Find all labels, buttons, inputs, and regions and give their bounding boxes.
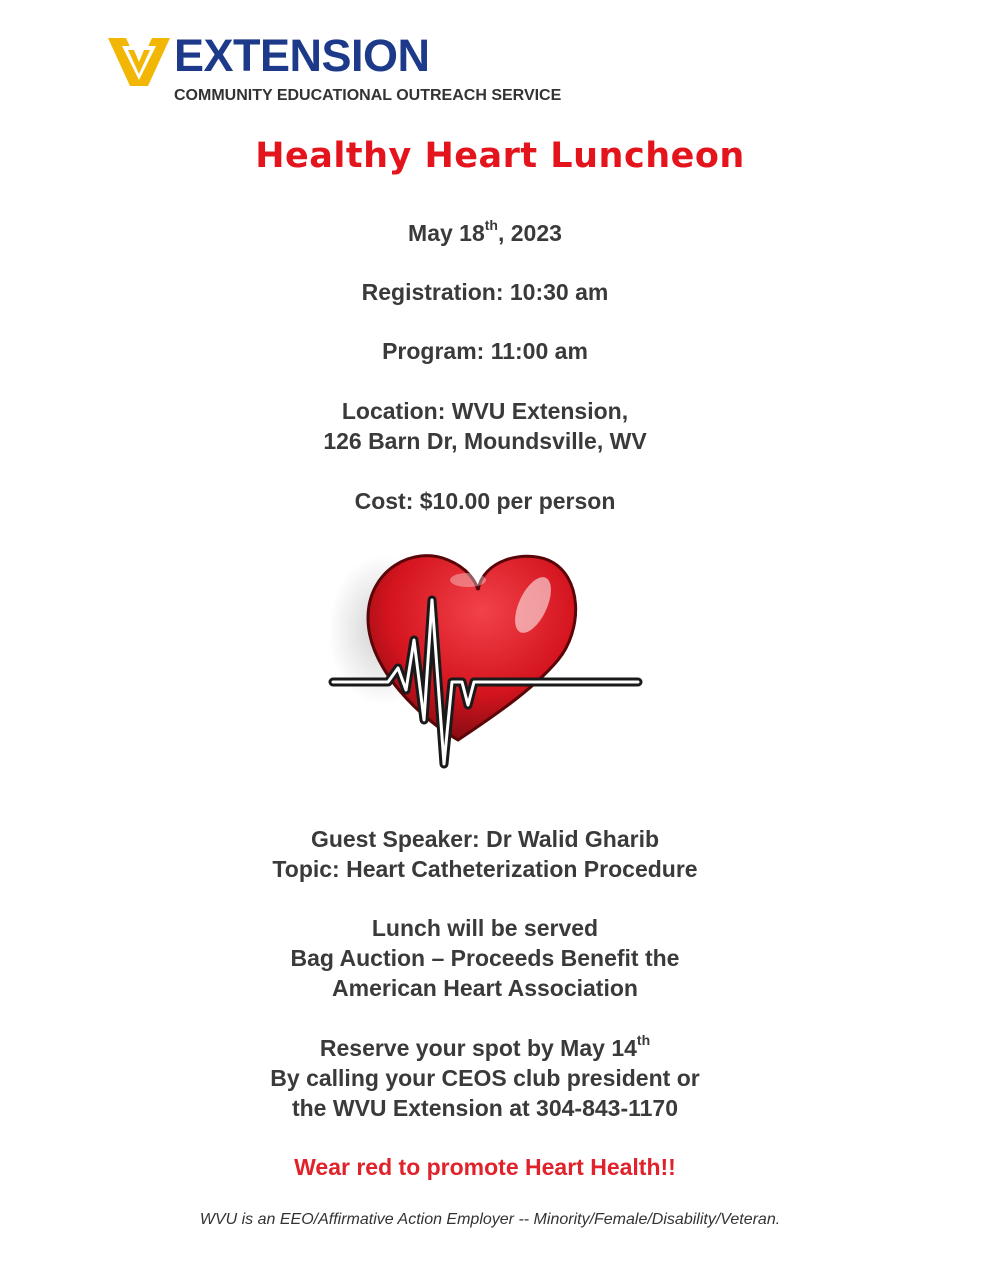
reserve-line: Reserve your spot by May 14th [319, 1032, 651, 1061]
cost: Cost: $10.00 per person [354, 488, 616, 514]
guest-speaker: Guest Speaker: Dr Walid Gharib [310, 826, 660, 852]
auction-line-1: Bag Auction – Proceeds Benefit the [290, 945, 680, 971]
event-title: Healthy Heart Luncheon [255, 136, 745, 176]
wear-red-note: Wear red to promote Heart Health!! [294, 1154, 676, 1180]
logo-title: EXTENSION [174, 30, 430, 81]
location-line-2: 126 Barn Dr, Moundsville, WV [323, 428, 647, 454]
logo-subtitle: COMMUNITY EDUCATIONAL OUTREACH SERVICE [174, 87, 562, 104]
wv-logo-icon [108, 36, 170, 88]
eeo-footer: WVU is an EEO/Affirmative Action Employer -- Minority/Female/Disability/Veteran. [199, 1211, 781, 1228]
calling-line-1: By calling your CEOS club president or [270, 1065, 700, 1091]
heart-heartbeat-icon [328, 540, 648, 772]
registration-time: Registration: 10:30 am [361, 279, 609, 305]
program-time: Program: 11:00 am [382, 338, 588, 364]
calling-line-2: the WVU Extension at 304-843-1170 [291, 1095, 679, 1121]
topic: Topic: Heart Catheterization Procedure [272, 856, 698, 882]
lunch-note: Lunch will be served [371, 915, 599, 941]
auction-line-2: American Heart Association [332, 975, 638, 1001]
event-date: May 18th, 2023 [408, 217, 562, 246]
location-line-1: Location: WVU Extension, [341, 398, 629, 424]
